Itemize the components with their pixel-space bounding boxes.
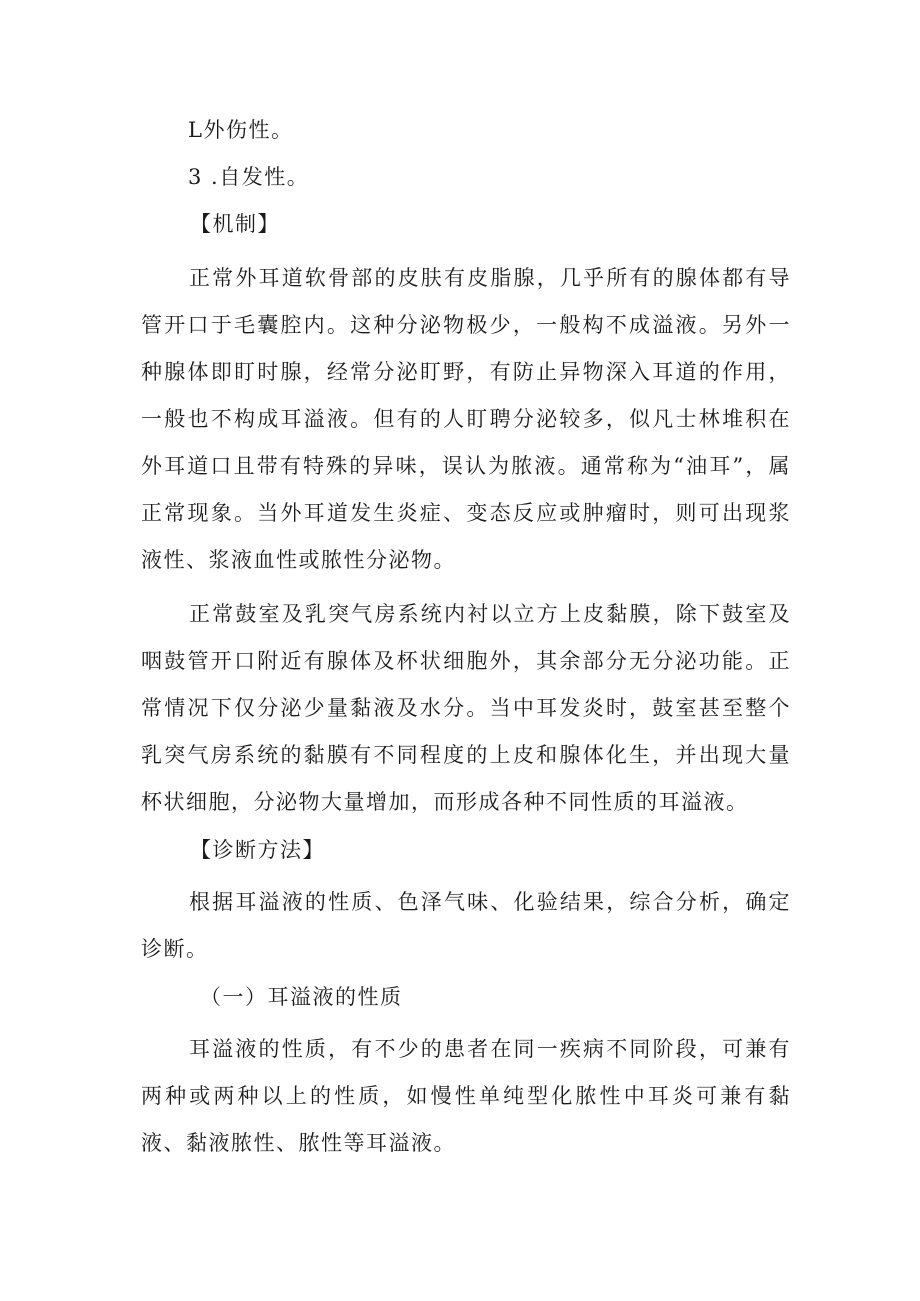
paragraph-external-ear-secretion: 正常外耳道软骨部的皮肤有皮脂腺，几乎所有的腺体都有导管开口于毛囊腔内。这种分泌物极少，一般构不成溢液。另外一种腺体即盯时腺，经常分泌盯野，有防止异物深入耳道的作用，一般也不构成耳溢液。但有的人盯聘分泌较多，似凡士林堆积在外耳道口且带有特殊的异味，误认为脓液。通常称为“油耳”，属正常现象。当外耳道发生炎症、变态反应或肿瘤时，则可出现浆液性、浆液血性或脓性分泌物。 — [141, 266, 791, 572]
paragraph-discharge-nature: 耳溢液的性质，有不少的患者在同一疾病不同阶段，可兼有两种或两种以上的性质，如慢性单纯型化脓性中耳炎可兼有黏液、黏液脓性、脓性等耳溢液。 — [141, 1037, 791, 1155]
list-item-spontaneous: 3 .自发性。 — [188, 165, 310, 189]
paragraph-diagnosis-basis: 根据耳溢液的性质、色泽气味、化验结果，综合分析，确定诊断。 — [141, 890, 791, 961]
subheading-discharge-nature: （一）耳溢液的性质 — [200, 985, 403, 1009]
section-heading-diagnosis: 【诊断方法】 — [190, 838, 325, 862]
paragraph-middle-ear-secretion: 正常鼓室及乳突气房系统内衬以立方上皮黏膜，除下鼓室及咽鼓管开口附近有腺体及杯状细胞外，其余部分无分泌功能。正常情况下仅分泌少量黏液及水分。当中耳发炎时，鼓室甚至整个乳突气房系统的黏膜有不同程度的上皮和腺体化生，并出现大量杯状细胞，分泌物大量增加，而形成各种不同性质的耳溢液。 — [141, 602, 791, 814]
list-item-traumatic: L外伤性。 — [188, 118, 294, 142]
section-heading-mechanism: 【机制】 — [190, 212, 280, 236]
